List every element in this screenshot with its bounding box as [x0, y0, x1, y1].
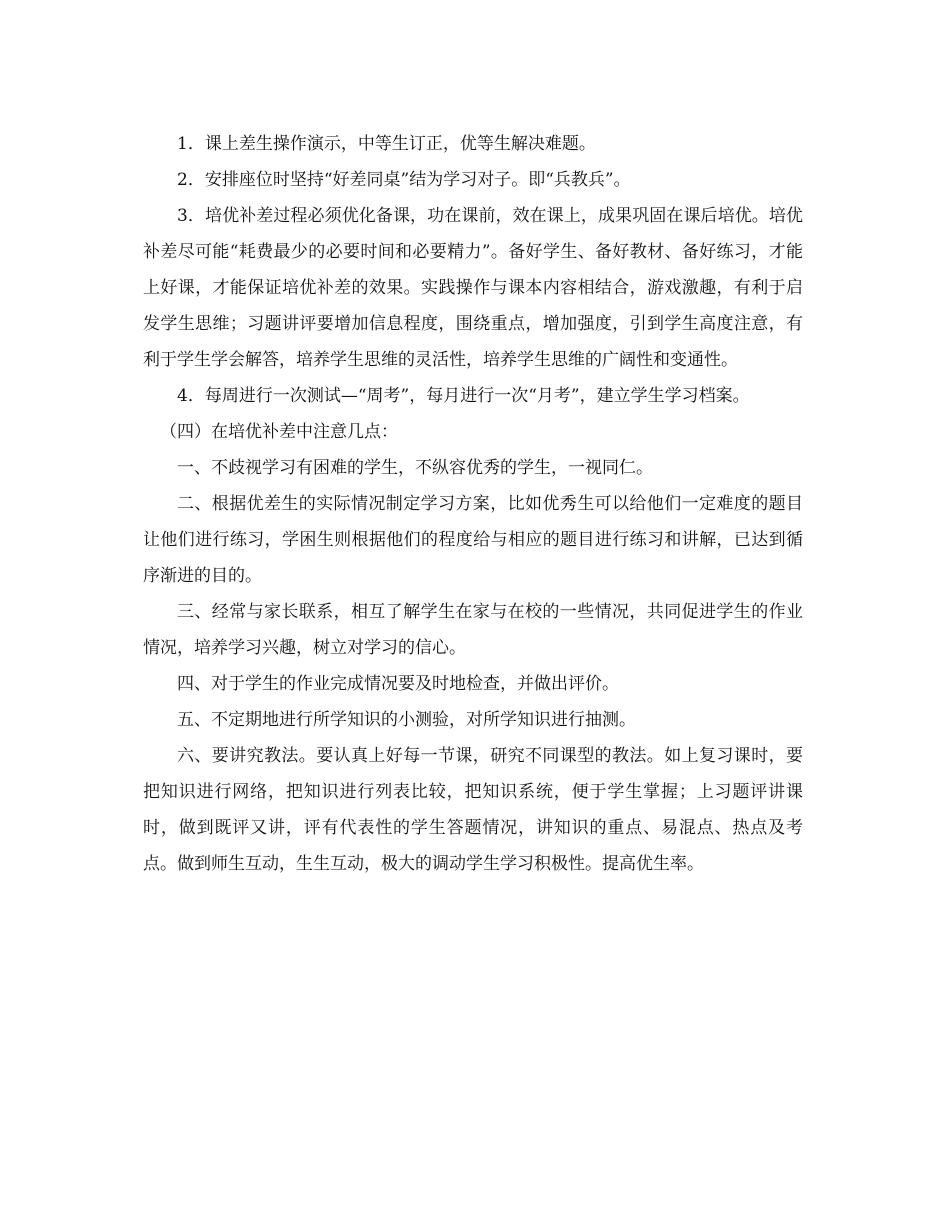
paragraph-point-4: 四、对于学生的作业完成情况要及时地检查，并做出评价。 [177, 674, 619, 694]
paragraph-point-5: 五、不定期地进行所学知识的小测验，对所学知识进行抽测。 [177, 710, 636, 730]
paragraph-point-1: 一、不歧视学习有困难的学生，不纵容优秀的学生，一视同仁。 [177, 458, 653, 478]
paragraph-1: 1．课上差生操作演示，中等生订正，优等生解决难题。 [177, 134, 596, 154]
paragraph-point-2: 二、根据优差生的实际情况制定学习方案，比如优秀生可以给他们一定难度的题目让他们进行练习，学困生则根据他们的程度给与相应的题目进行练习和讲解，已达到循序渐进的目的。 [143, 494, 803, 586]
paragraph-point-6: 六、要讲究教法。要认真上好每一节课，研究不同课型的教法。如上复习课时，要把知识进行网络，把知识进行列表比较，把知识系统，便于学生掌握；上习题评讲课时，做到既评又讲，评有代表性的学生答题情况，讲知识的重点、易混点、热点及考点。做到师生互动，生生互动，极大的调动学生学习积极性。提高优生率。 [143, 746, 803, 874]
paragraph-4: 4．每周进行一次测试—“周考”，每月进行一次“月考”，建立学生学习档案。 [177, 386, 750, 406]
paragraph-3: 3．培优补差过程必须优化备课，功在课前，效在课上，成果巩固在课后培优。培优补差尽可能“耗费最少的必要时间和必要精力”。备好学生、备好教材、备好练习，才能上好课，才能保证培优补差的效果。实践操作与课本内容相结合，游戏激趣，有利于启发学生思维；习题讲评要增加信息程度，围绕重点，增加强度，引到学生高度注意，有利于学生学会解答，培养学生思维的灵活性，培养学生思维的广阔性和变通性。 [143, 206, 803, 370]
paragraph-2: 2．安排座位时坚持“好差同桌”结为学习对子。即“兵教兵”。 [177, 170, 631, 190]
paragraph-point-3: 三、经常与家长联系，相互了解学生在家与在校的一些情况，共同促进学生的作业情况，培养学习兴趣，树立对学习的信心。 [143, 602, 803, 658]
section-heading-4: （四）在培优补差中注意几点： [160, 422, 398, 442]
document-body [143, 126, 803, 882]
